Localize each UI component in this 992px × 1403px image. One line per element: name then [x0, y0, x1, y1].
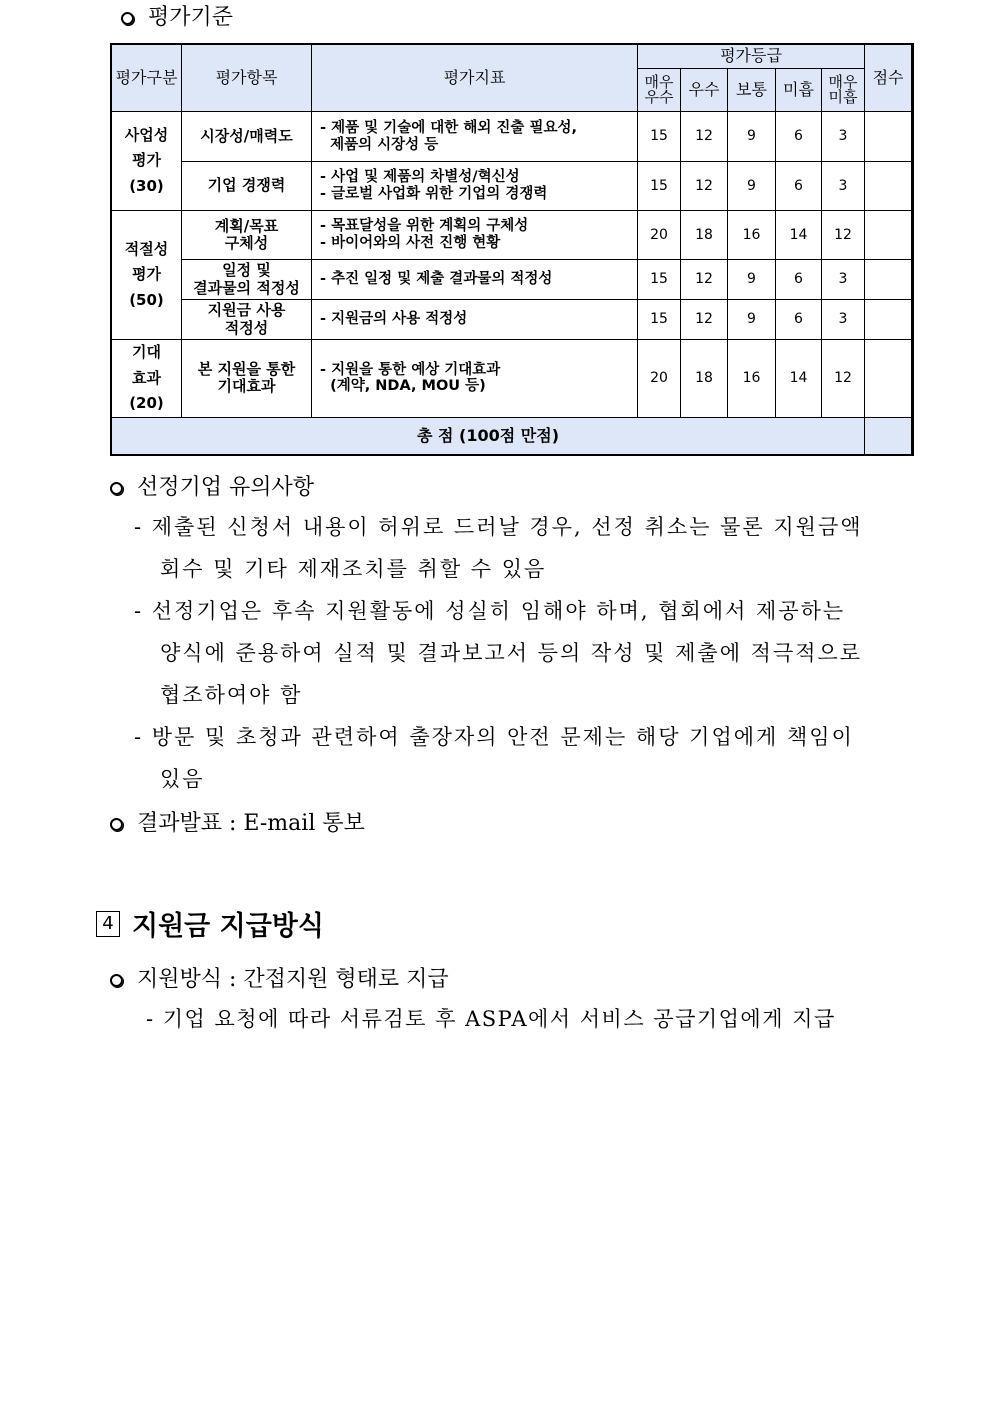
section-number-box: 4 [96, 911, 120, 937]
grade-score-cell: 9 [728, 260, 776, 300]
score-cell [865, 300, 912, 340]
grade-score-cell: 12 [822, 211, 865, 260]
grade-score-cell: 14 [776, 340, 822, 418]
method-text: 지원방식 : 간접지원 형태로 지급 [137, 967, 449, 992]
header-grade-2: 우수 [681, 69, 728, 112]
table-row [112, 300, 912, 340]
item-cell: 본 지원을 통한 기대효과 [182, 340, 312, 418]
grade-score-cell: 3 [822, 112, 865, 162]
grade-score-cell: 3 [822, 162, 865, 211]
indicator-cell: - 지원을 통한 예상 기대효과 (계약, NDA, MOU 등) [312, 340, 638, 418]
grade-score-cell: 12 [681, 162, 728, 211]
grade-score-cell: 15 [638, 300, 681, 340]
grade-score-cell: 12 [681, 112, 728, 162]
grade-score-cell: 9 [728, 162, 776, 211]
circle-bullet-icon [110, 482, 123, 495]
header-grade-4: 미흡 [776, 69, 822, 112]
indicator-cell: - 제품 및 기술에 대한 해외 진출 필요성, 제품의 시장성 등 [312, 112, 638, 162]
grade-score-cell: 9 [728, 112, 776, 162]
grade-score-cell: 12 [681, 260, 728, 300]
section-title: 지원금 지급방식 [132, 911, 324, 942]
indicator-cell: - 추진 일정 및 제출 결과물의 적정성 [312, 260, 638, 300]
indicator-cell: - 지원금의 사용 적정성 [312, 300, 638, 340]
grade-score-cell: 12 [822, 340, 865, 418]
item-cell: 시장성/매력도 [182, 112, 312, 162]
header-grade-1: 매우 우수 [638, 69, 681, 112]
method-line [110, 962, 449, 993]
header-grade-3: 보통 [728, 69, 776, 112]
item-cell: 계획/목표 구체성 [182, 211, 312, 260]
header-grade-5: 매우 미흡 [822, 69, 865, 112]
item-cell: 일정 및 결과물의 적정성 [182, 260, 312, 300]
grade-score-cell: 3 [822, 300, 865, 340]
grade-score-cell: 9 [728, 300, 776, 340]
circle-bullet-icon [110, 818, 123, 831]
grade-score-cell: 12 [681, 300, 728, 340]
indicator-cell: - 목표달성을 위한 계획의 구체성 - 바이어와의 사전 진행 현황 [312, 211, 638, 260]
score-cell [865, 162, 912, 211]
total-score-cell [865, 417, 912, 455]
note-item-3-line2: 있음 [160, 767, 205, 791]
header-item: 평가항목 [182, 45, 312, 112]
grade-score-cell: 20 [638, 340, 681, 418]
header-grade: 평가등급 [638, 45, 865, 69]
notes-list [134, 506, 914, 800]
evaluation-table [111, 44, 912, 456]
header-indicator: 평가지표 [312, 45, 638, 112]
criteria-heading [121, 0, 233, 31]
note-item-2-line3: 협조하여야 함 [160, 683, 303, 707]
header-score: 점수 [865, 45, 912, 112]
grade-score-cell: 6 [776, 112, 822, 162]
result-line [110, 806, 365, 837]
grade-score-cell: 3 [822, 260, 865, 300]
grade-score-cell: 6 [776, 162, 822, 211]
grade-score-cell: 15 [638, 260, 681, 300]
score-cell [865, 112, 912, 162]
notes-heading-text: 선정기업 유의사항 [137, 475, 315, 500]
table-row [112, 211, 912, 260]
grade-score-cell: 16 [728, 211, 776, 260]
score-cell [865, 211, 912, 260]
note-item-3-line1: - 방문 및 초청과 관련하여 출장자의 안전 문제는 해당 기업에게 책임이 [134, 725, 854, 749]
category-cell: 적절성 평가 (50) [112, 211, 182, 340]
category-cell: 기대 효과 (20) [112, 340, 182, 418]
note-item-1-line1: - 제출된 신청서 내용이 허위로 드러날 경우, 선정 취소는 물론 지원금액 [134, 515, 863, 539]
item-cell: 지원금 사용 적정성 [182, 300, 312, 340]
table-row [112, 340, 912, 418]
grade-score-cell: 18 [681, 211, 728, 260]
item-cell: 기업 경쟁력 [182, 162, 312, 211]
grade-score-cell: 20 [638, 211, 681, 260]
result-text: 결과발표 : E-mail 통보 [137, 811, 365, 836]
category-cell: 사업성 평가 (30) [112, 112, 182, 211]
grade-score-cell: 15 [638, 112, 681, 162]
method-detail: - 기업 요청에 따라 서류검토 후 ASPA에서 서비스 공급기업에게 지급 [146, 1007, 836, 1031]
note-item-1-line2: 회수 및 기타 제재조치를 취할 수 있음 [160, 557, 547, 581]
section4-header [96, 904, 324, 943]
criteria-heading-text: 평가기준 [148, 5, 234, 30]
circle-bullet-icon [110, 974, 123, 987]
grade-score-cell: 16 [728, 340, 776, 418]
note-item-2-line2: 양식에 준용하여 실적 및 결과보고서 등의 작성 및 제출에 적극적으로 [160, 641, 863, 665]
note-item-2-line1: - 선정기업은 후속 지원활동에 성실히 임해야 하며, 협회에서 제공하는 [134, 599, 846, 623]
indicator-cell: - 사업 및 제품의 차별성/혁신성 - 글로벌 사업화 위한 기업의 경쟁력 [312, 162, 638, 211]
table-row [112, 112, 912, 162]
grade-score-cell: 14 [776, 211, 822, 260]
total-label: 총 점 (100점 만점) [112, 417, 865, 455]
table-row [112, 260, 912, 300]
circle-bullet-icon [121, 12, 134, 25]
header-category: 평가구분 [112, 45, 182, 112]
grade-score-cell: 6 [776, 260, 822, 300]
notes-heading [110, 470, 314, 501]
total-row [112, 417, 912, 455]
grade-score-cell: 6 [776, 300, 822, 340]
grade-score-cell: 18 [681, 340, 728, 418]
score-cell [865, 260, 912, 300]
grade-score-cell: 15 [638, 162, 681, 211]
score-cell [865, 340, 912, 418]
table-row [112, 162, 912, 211]
